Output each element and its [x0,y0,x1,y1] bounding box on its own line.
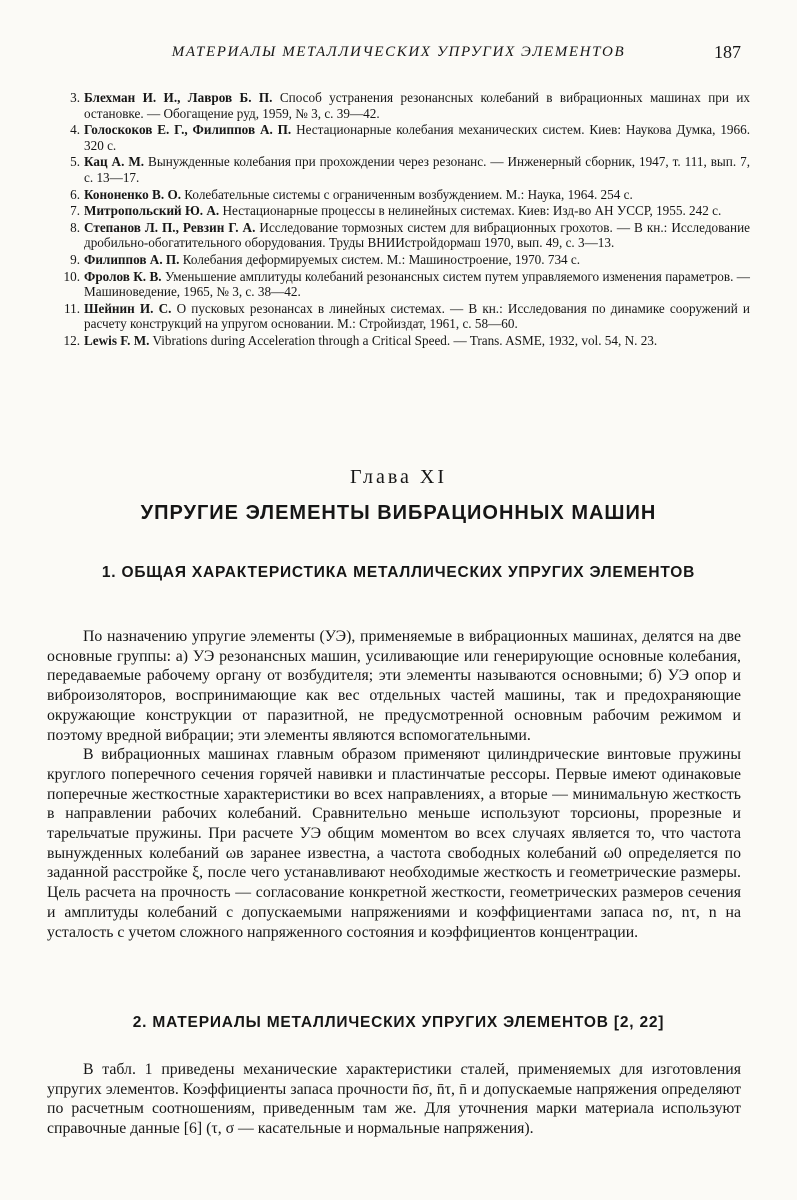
reference-authors: Lewis F. M. [84,332,150,348]
page-number: 187 [714,42,741,62]
reference-number: 3. [70,90,80,105]
reference-citation: Способ устранения резонансных колебаний в вибрационных машинах при их остановке. — Обогащение руд, 1959, № 3, с. 39—42. [84,90,751,121]
reference-authors: Степанов Л. П., Ревзин Г. А. [84,219,256,235]
reference-authors: Шейнин И. С. [84,300,172,316]
paragraph: В вибрационных машинах главным образом применяют цилиндрические винтовые пружины круглого поперечного сечения горячей навивки и пластинчатые рессоры. Первые имеют одинаковые поперечные жесткостные характеристики во всех направлениях, а вторые — минимальную жесткость в направлении рабочих колебаний. Сравнительно меньше используют торсионы, прорезные и тарельчатые пружины. При расчете УЭ общим моментом во всех случаях является то, что частота вынужденных колебаний ωв заранее известна, а частота свободных колебаний ω0 определяется по заданной расстройке ξ, после чего устанавливают необходимые жесткость и геометрические размеры. Цель расчета на прочность — согласование конкретной жесткости, геометрических размеров сечения и амплитуды колебаний с допускаемыми напряжениями и коэффициентами запаса nσ, nτ, n на усталость с учетом сложного напряженного состояния и коэффициентов концентрации. [47,746,741,941]
reference-text [84,154,750,185]
reference-authors: Кононенко В. О. [84,186,181,202]
chapter-label: Глава XI [349,466,448,488]
reference-citation: Колебательные системы с ограниченным возбуждением. М.: Наука, 1964. 254 с. [181,186,633,202]
reference-item [50,154,750,185]
reference-item [50,122,750,153]
reference-number: 11. [64,300,80,316]
reference-authors: Голоскоков Е. Г., Филиппов А. П. [84,122,292,138]
reference-number: 8. [70,219,80,235]
reference-number: 4. [70,122,80,138]
reference-number: 9. [70,251,80,267]
section-1-heading: 1. ОБЩАЯ ХАРАКТЕРИСТИКА МЕТАЛЛИЧЕСКИХ УПРУГИХ ЭЛЕМЕНТОВ [101,564,696,581]
reference-item [50,301,750,332]
reference-number: 7. [70,203,80,219]
reference-authors: Филиппов А. П. [84,251,180,267]
reference-citation: Vibrations during Acceleration through a Critical Speed. — Trans. ASME, 1932, vol. 54, N. 23. [149,332,658,348]
section-2-heading: 2. МАТЕРИАЛЫ МЕТАЛЛИЧЕСКИХ УПРУГИХ ЭЛЕМЕНТОВ [2, 22] [132,1014,665,1031]
reference-citation: Вынужденные колебания при прохождении через резонанс. — Инженерный сборник, 1947, т. 111, вып. 7, с. 13—17. [84,154,750,185]
reference-item [50,333,750,349]
reference-text [84,252,750,268]
reference-number: 12. [63,332,80,348]
reference-item [50,90,750,121]
reference-citation: Колебания деформируемых систем. М.: Машиностроение, 1970. 734 с. [179,251,581,267]
reference-number: 6. [70,186,80,202]
reference-item [50,220,750,251]
reference-authors: Митропольский Ю. А. [84,203,220,219]
running-header: МАТЕРИАЛЫ МЕТАЛЛИЧЕСКИХ УПРУГИХ ЭЛЕМЕНТОВ [171,44,626,60]
section-1-body [47,627,741,942]
reference-citation: О пусковых резонансах в линейных системах. — В кн.: Исследования по динамике сооружений и расчету конструкций на упругом основании. М.: Стройиздат, 1961, с. 58—60. [84,300,750,332]
reference-text [84,333,750,349]
reference-authors: Блехман И. И., Лавров Б. П. [84,90,273,105]
reference-citation: Нестационарные колебания механических систем. Киев: Наукова Думка, 1966. 320 с. [84,122,750,153]
reference-item [50,252,750,268]
paragraph: По назначению упругие элементы (УЭ), применяемые в вибрационных машинах, делятся на две основные группы: а) УЭ резонансных машин, усиливающие или генерирующие основные колебания, передаваемые рабочему органу от возбудителя; эти элементы называются основными; б) УЭ опор и виброизоляторов, воспринимающие как вес отдельных частей машины, так и предохраняющие окружающие конструкции от паразитной, не предусмотренной основным рабочим режимом и поэтому вредной вибрации; эти элементы являются вспомогательными. [47,628,741,744]
reference-citation: Нестационарные процессы в нелинейных системах. Киев: Изд-во АН УССР, 1955. 242 с. [219,203,722,219]
reference-list [50,90,750,350]
chapter-title: УПРУГИЕ ЭЛЕМЕНТЫ ВИБРАЦИОННЫХ МАШИН [140,502,657,524]
section-2-body [47,1060,741,1139]
reference-text [84,90,750,121]
reference-authors: Фролов К. В. [84,268,162,284]
reference-number: 5. [70,154,80,170]
reference-citation: Уменьшение амплитуды колебаний резонансных систем путем управляемого изменения параметров. — Машиноведение, 1965, № 3, с. 38—42. [84,268,750,300]
reference-number: 10. [63,268,80,284]
reference-authors: Кац А. М. [84,154,145,170]
reference-text [84,269,750,300]
reference-item [50,269,750,300]
reference-text [84,220,750,251]
reference-text [84,203,750,219]
reference-item [50,203,750,219]
paragraph: В табл. 1 приведены механические характеристики сталей, применяемых для изготовления упругих элементов. Коэффициенты запаса прочности n̄σ, n̄τ, n̄ и допускаемые напряжения определяют по расчетным соотношениям, приведенным там же. Для уточнения марки материала используют справочные данные [6] (τ, σ — касательные и нормальные напряжения). [47,1061,741,1138]
reference-text [84,187,750,203]
reference-item [50,187,750,203]
reference-text [84,122,750,153]
reference-text [84,301,750,332]
reference-citation: Исследование тормозных систем для вибрационных грохотов. — В кн.: Исследование дробильно-обогатительного оборудования. Труды ВНИИстройдормаш 1970, вып. 49, с. 3—13. [84,219,750,251]
